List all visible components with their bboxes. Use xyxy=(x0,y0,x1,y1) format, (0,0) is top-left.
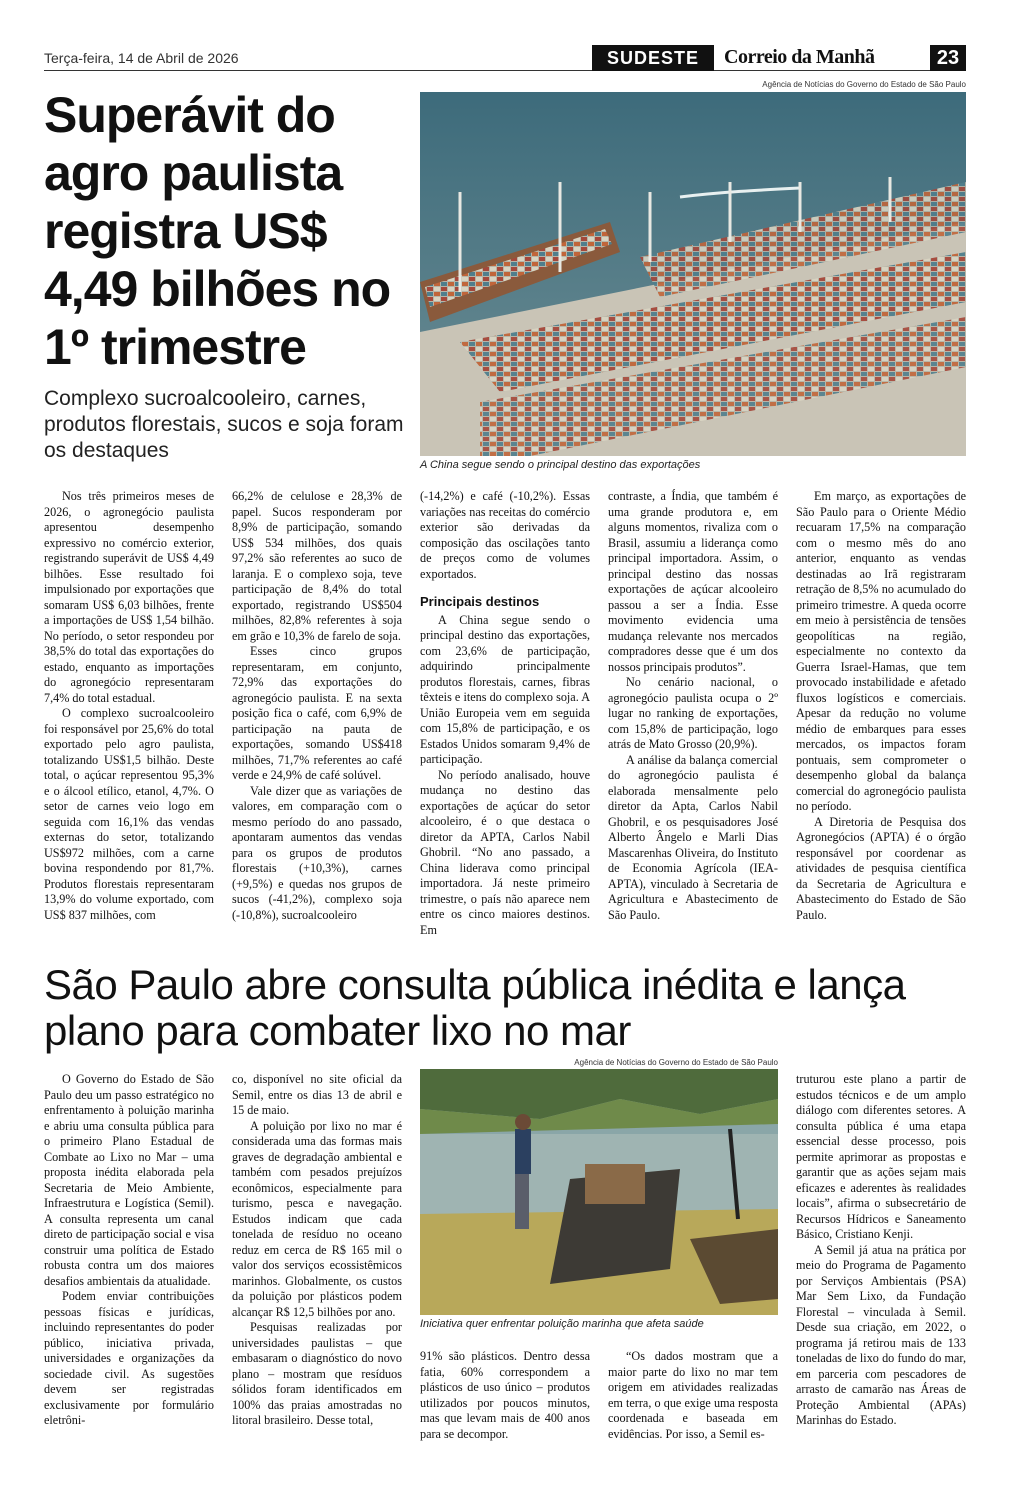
section-tag: SUDESTE xyxy=(592,45,714,71)
header-rule xyxy=(44,70,966,71)
article1-column-1 xyxy=(44,489,214,923)
paragraph: A poluição por lixo no mar é considerada uma das formas mais graves de degradação ambiental e também com pesados prejuízos econômicos, especialmente para turismo, pesca e navegação. Estudos indicam que cada tonelada de resíduo no oceano reduz em cerca de R$ 165 mil o valor dos serviços ecossistêmicos marinhos. Globalmente, os custos da poluição por plásticos podem alcançar R$ 12,5 bilhões por ano. xyxy=(232,1118,402,1319)
article1-subtitle: Complexo sucroalcooleiro, carnes, produtos florestais, sucos e soja foram os destaques xyxy=(44,387,404,462)
paragraph: co, disponível no site oficial da Semil, entre os dias 13 de abril e 15 de maio. xyxy=(232,1072,402,1117)
paragraph: Em março, as exportações de São Paulo para o Oriente Médio recuaram 17,5% na comparação com o mesmo mês do ano anterior, enquanto as vendas destinadas ao Irã registraram retração de 8,5% no acumulado do primeiro trimestre. A queda ocorre em meio à persistência de tensões geopolíticas na região, especialmente no contexto da Guerra Israel-Hamas, que tem provocado instabilidade e afetado fluxos logísticos e comerciais. Apesar da redução no volume médio de embarques para esses mercados, os impactos foram pontuais, sem comprometer o desempenho global da balança comercial do agronegócio paulista no período. xyxy=(796,489,966,813)
paragraph: No cenário nacional, o agronegócio paulista ocupa o 2º lugar no ranking de exportações, com 15,8% de participação, logo atrás de Mato Grosso (20,9%). xyxy=(608,675,778,751)
beach-cleanup-photo xyxy=(420,1069,778,1315)
masthead-logo: Correio da Manhã xyxy=(724,46,875,68)
paragraph: truturou este plano a partir de estudos técnicos e de um amplo diálogo com diferentes setores. A consulta pública é uma etapa essencial desse processo, pois permite aprimorar as propostas e garantir que as ações sejam mais eficazes e aderentes às realidades locais”, afirma o subsecretário de Recursos Hídricos e Saneamento Básico, Cristiano Kenji. xyxy=(796,1072,966,1241)
page-number: 23 xyxy=(930,45,966,71)
port-photo xyxy=(420,92,966,456)
article1-column-4 xyxy=(608,489,778,923)
paragraph: 66,2% de celulose e 28,3% de papel. Sucos responderam por 8,9% de participação, somando US$ 534 milhões, dos quais 97,2% são referentes ao suco de laranja. E o complexo soja, teve participação de 8,4% do total exportado, registrando US$504 milhões, 82,8% referentes à soja em grão e 10,3% de farelo de soja. xyxy=(232,489,402,643)
paragraph: contraste, a Índia, que também é uma grande produtora e, em alguns momentos, rivaliza com o Brasil, assumiu a liderança como principal importadora. Assim, o principal destino das nossas exportações de açúcar alcooleiro passou a ser a Índia. Esse movimento evidencia uma mudança relevante nos mercados compradores desse que é um dos nossos principais produtos”. xyxy=(608,489,778,674)
article2-photo-caption: Iniciativa quer enfrentar poluição marinha que afeta saúde xyxy=(420,1318,704,1330)
paragraph: A Semil já atua na prática por meio do Programa de Pagamento por Serviços Ambientais (PSA) Mar Sem Lixo, da Fundação Florestal – vinculada à Semil. Desde sua criação, em 2022, o programa já retirou mais de 133 toneladas de lixo do fundo do mar, em parceria com pescadores de arrasto de camarão nas Áreas de Proteção Ambiental (APAs) Marinhas do Estado. xyxy=(796,1242,966,1427)
article2-column-3 xyxy=(420,1349,590,1442)
paragraph: A China segue sendo o principal destino das exportações, com 23,6% de participação, adquirindo principalmente produtos florestais, carnes, fibras têxteis e itens do complexo soja. A União Europeia vem em seguida com 15,8% de participação, e os Estados Unidos somaram 9,4% de participação. xyxy=(420,612,590,766)
paragraph: A análise da balança comercial do agronegócio paulista é elaborada mensalmente pelo diretor da Apta, Carlos Nabil Ghobril, e os pesquisadores José Alberto Ângelo e Marli Dias Mascarenhas Oliveira, do Instituto de Economia Agrícola (IEA-APTA), vinculado à Secretaria de Agricultura e Abastecimento de São Paulo. xyxy=(608,752,778,922)
article1-photo-credit: Agência de Notícias do Governo do Estado de São Paulo xyxy=(762,80,966,89)
cleanup-boat-image xyxy=(420,1069,778,1315)
article2-column-2 xyxy=(232,1072,402,1429)
paragraph: (-14,2%) e café (-10,2%). Essas variações nas receitas do comércio exterior são derivadas da composição das oscilações tanto de preços como de volumes exportados. xyxy=(420,489,590,581)
article2-column-4 xyxy=(608,1349,778,1442)
article1-column-5 xyxy=(796,489,966,923)
issue-date: Terça-feira, 14 de Abril de 2026 xyxy=(44,50,239,66)
paragraph: Podem enviar contribuições pessoas físicas e jurídicas, incluindo representantes do poder público, iniciativa privada, universidades e organizações da sociedade civil. As sugestões devem ser registradas exclusivamente por formulário eletrôni- xyxy=(44,1289,214,1427)
article2-column-1 xyxy=(44,1072,214,1429)
paragraph: Vale dizer que as variações de valores, em comparação com o mesmo período do ano passado, apontaram aumentos das vendas para os grupos de produtos florestais (+10,3%), carnes (+9,5%) e quedas nos grupos de sucos (-41,2%), complexo soja (-10,8%), sucroalcooleiro xyxy=(232,783,402,922)
port-aerial-image xyxy=(420,92,966,456)
paragraph: “Os dados mostram que a maior parte do lixo no mar tem origem em atividades realizadas em terra, o que exige uma resposta coordenada e baseada em evidências. Por isso, a Semil es- xyxy=(608,1349,778,1441)
article2-column-5 xyxy=(796,1072,966,1429)
article2-headline: São Paulo abre consulta pública inédita e lança plano para combater lixo no mar xyxy=(44,961,906,1054)
article1-photo-caption: A China segue sendo o principal destino das exportações xyxy=(420,459,701,471)
paragraph: No período analisado, houve mudança no destino das exportações de açúcar do setor alcooleiro, é o que destaca o diretor da APTA, Carlos Nabil Ghobril. “No ano passado, a China liderava como principal importadora. Já neste primeiro trimestre, o país não aparece nem entre os cinco maiores destinos. Em xyxy=(420,767,590,937)
paragraph: 91% são plásticos. Dentro dessa fatia, 60% correspondem a plásticos de uso único – produtos utilizados por poucos minutos, mas que levam mais de 400 anos para se decompor. xyxy=(420,1349,590,1441)
paragraph: Pesquisas realizadas por universidades paulistas – que embasaram o diagnóstico do novo plano – mostram que resíduos sólidos foram identificados em 100% das praias amostradas no litoral brasileiro. Desse total, xyxy=(232,1320,402,1427)
section-subheading: Principais destinos xyxy=(420,594,540,609)
paragraph: A Diretoria de Pesquisa dos Agronegócios (APTA) é o órgão responsável por coordenar as atividades de pesquisa científica da Secretaria de Agricultura e Abastecimento do Estado de São Paulo. xyxy=(796,814,966,922)
article2-photo-credit: Agência de Notícias do Governo do Estado de São Paulo xyxy=(574,1058,778,1067)
paragraph: Esses cinco grupos representaram, em conjunto, 72,9% das exportações do agronegócio paulista. E na sexta posição fica o café, com 6,9% de participação na pauta de exportações, somando US$418 milhões, 71,7% referentes ao café verde e 24,9% de café solúvel. xyxy=(232,644,402,782)
paragraph: Nos três primeiros meses de 2026, o agronegócio paulista apresentou desempenho expressivo no comércio exterior, registrando superávit de US$ 4,49 bilhões. Esse resultado foi impulsionado por exportações que somaram US$ 6,03 bilhões, frente a importações de US$ 1,54 bilhão. No período, o setor respondeu por 38,5% do total das exportações do estado, enquanto as importações do agronegócio representaram 7,4% do total estadual. xyxy=(44,489,214,705)
paragraph: O Governo do Estado de São Paulo deu um passo estratégico no enfrentamento à poluição marinha e abriu uma consulta pública para o primeiro Plano Estadual de Combate ao Lixo no Mar – uma proposta inédita elaborada pela Secretaria de Meio Ambiente, Infraestrutura e Logística (Semil). A consulta representa um canal direto de participação social e visa construir uma política de Estado robusta contra um dos maiores desafios ambientais da atualidade. xyxy=(44,1072,214,1288)
article1-column-2 xyxy=(232,489,402,923)
article1-headline: Superávit do agro paulista registra US$ 4,49 bilhões no 1º trimestre xyxy=(44,87,391,375)
paragraph: O complexo sucroalcooleiro foi responsável por 25,6% do total exportado pelo agro paulista, totalizando US$1,5 bilhão. Deste total, o açúcar representou 95,3% e o álcool etílico, etanol, 4,7%. O setor de carnes veio logo em seguida com 16,1% das vendas externas do setor, totalizando US$972 milhões, com a carne bovina respondendo por 81,7%. Produtos florestais representaram 13,9% do volume exportado, com US$ 837 milhões, com xyxy=(44,706,214,922)
article1-column-3 xyxy=(420,489,590,938)
